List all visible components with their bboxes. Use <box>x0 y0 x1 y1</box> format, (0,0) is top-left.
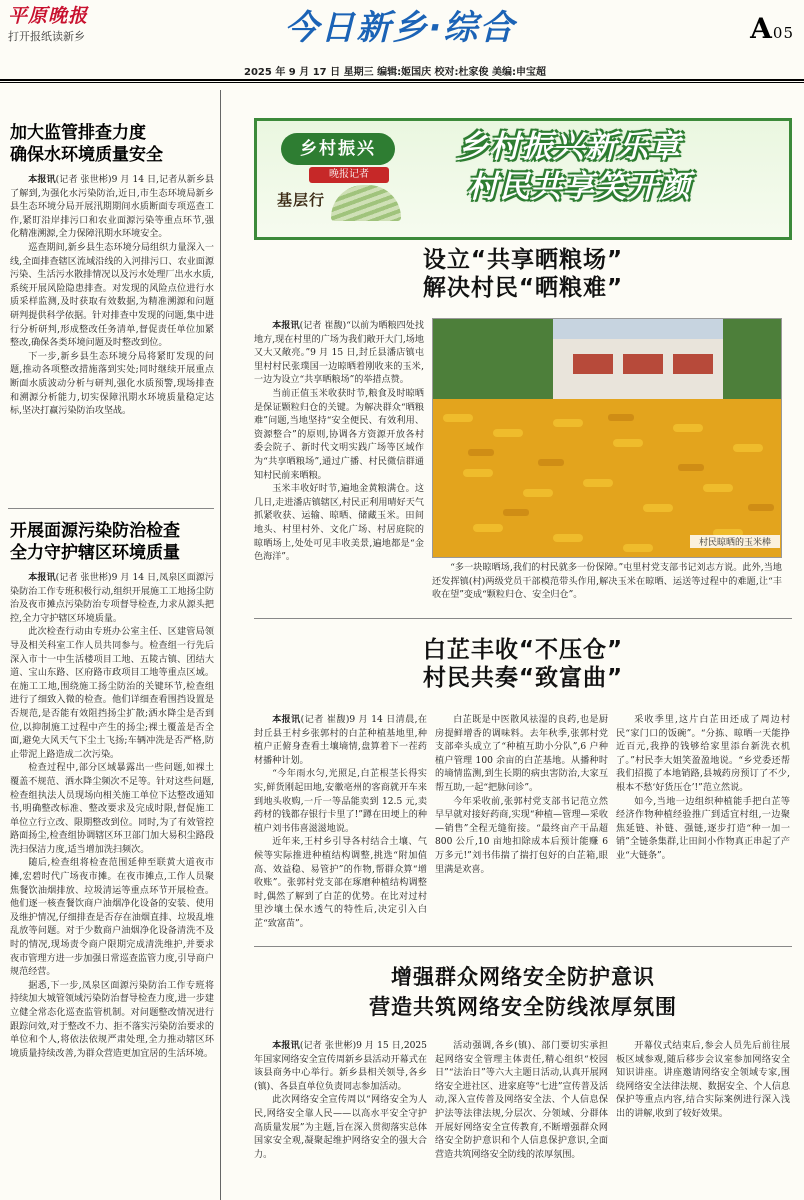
article-byline: (记者 崔馥) <box>299 321 347 331</box>
article-paragraph: 此次检查行动由专班办公室主任、区建管局领导及相关科室工作人员共同参与。检查组一行先后深入市十一中生活楼项目工地、五陵古镇、团结大道、宝山东路、区府路市政项目工地等重点区域。在施工工地,围绕施工扬尘防治的关键环节,检查组进行了细致入微的检查。他们详细查看围挡设置是否规范,是否能有效阻挡扬尘扩散;洒水降尘是否到位,以抑制施工过程中产生的扬尘;裸土覆盖是否全面,避免大风天气下尘土飞扬;车辆冲洗是否严格,防止带泥上路造成二次污染。 <box>10 627 214 760</box>
story3-col1 <box>254 1040 427 1195</box>
newspaper-slogan: 打开报纸读新乡 <box>8 30 85 43</box>
banner-headline <box>457 127 777 207</box>
story-separator <box>254 946 792 947</box>
article-body <box>10 174 214 419</box>
article-paragraph: 开幕仪式结束后,参会人员先后前往展板区域参观,随后移步会议室参加网络安全知识讲座。讲座邀请网络安全领域专家,围绕网络安全法律法规、数据安全、个人信息保护等重点内容,结合实际案例进行深入浅出的讲解,收到了较好效果。 <box>616 1041 790 1119</box>
story3-headline <box>254 962 792 1022</box>
article-paragraph: 巡查期间,新乡县生态环境分局组织力量深入一线,全面排查辖区流域沿线的入河排污口、农业面源污染、生活污水散排情况以及污水处理厂出水水质,系统开展风险隐患排查。对发现的风险点位进行水质采样监测,及时获取有效数据,为精准溯源和问题研判提供科学依据。针对排查中发现的问题,集中进行分析研判,形成整改任务清单,督促责任单位加紧整改,确保各类环境问题及时整改到位。 <box>10 242 214 349</box>
article-paragraph: 此次网络安全宣传周以“网络安全为人民,网络安全靠人民——以高水平安全守护高质量发展”为主题,旨在深入贯彻落实总体国家安全观,凝聚起维护网络安全的强大合力。 <box>254 1095 427 1160</box>
article-paragraph: 9 月 14 日,凤泉区面源污染防治工作专班积极行动,组织开展施工工地扬尘防治及夜市摊点污染防治专项督导检查,力求从源头把控,全力守护辖区环境质量。 <box>10 573 214 624</box>
story1-headline-line1: 设立“共享晒粮场” <box>422 247 624 273</box>
story1-col1 <box>254 320 424 610</box>
story-separator <box>254 618 792 619</box>
page-digits: 05 <box>772 24 794 42</box>
article-paragraph: “今年雨水匀,光照足,白芷根茎长得实实,鲜货刚起田地,安徽亳州的客商就开车来到地头收购,一斤一等品能卖到 12.5 元,卖药材的钱都存银行卡里了!”蹲在田埂上的种植户刘书伟喜滋滋地说。 <box>254 769 427 834</box>
masthead-rule <box>0 79 804 81</box>
article-separator <box>8 508 214 509</box>
farmland-icon <box>331 185 401 221</box>
column-badge <box>273 129 403 227</box>
article-headline-line2: 确保水环境质量安全 <box>10 145 163 165</box>
newspaper-brand <box>8 6 133 44</box>
article-paragraph: 据悉,下一步,凤泉区面源污染防治工作专班将持续加大城管领域污染防治督导检查力度,进一步建立健全常态化巡查监管机制。对问题整改情况进行跟踪问效,对于整改不力、拒不落实污染防治要求的单位和个人,将依法依规严肃处理,全力推动辖区环境质量持续改善,为群众营造更加宜居的生活环境。 <box>10 980 214 1059</box>
story3-headline-line1: 增强群众网络安全防护意识 <box>391 965 655 989</box>
article-paragraph: 玉米丰收好时节,遍地金黄粮满仓。这几日,走进潘店镇辖区,村民正利用晴好天气抓紧收获、运输、晾晒、储藏玉米。田间地头、村里村外、文化广场、村居庭院的晾晒场上,处处可见丰收美景,遍地都是“金色海洋”。 <box>254 484 424 563</box>
corn-field-image <box>433 319 782 558</box>
article-byline: (记者 张世彬) <box>55 175 112 185</box>
article-byline: (记者 张世彬) <box>299 1041 357 1051</box>
corn-drying-photo <box>432 318 782 558</box>
page-letter: A <box>750 12 773 45</box>
article-lead: 本报讯 <box>28 175 56 185</box>
article-headline-line2: 全力守护辖区环境质量 <box>10 543 180 563</box>
article-paragraph: 白芷既是中医散风祛湿的良药,也是厨房提鲜增香的调味料。去年秋季,张郭村党支部牵头成立了“种植互助小分队”,6 户种植户管理 100 余亩的白芷基地。从播种时的墒情监测,到生长期的病虫害防治,大家互帮互助,一起“把脉问诊”。 <box>435 715 608 793</box>
article-lead: 本报讯 <box>272 715 301 725</box>
article-lead: 本报讯 <box>272 1041 300 1051</box>
badge-caption: 基层行 <box>277 191 326 209</box>
photo-caption: 村民晾晒的玉米棒 <box>690 535 780 548</box>
page-number <box>750 12 794 45</box>
article-paragraph: 下一步,新乡县生态环境分局将紧盯发现的问题,推动各项整改措施落到实处;同时继续开展重点断面水质波动分析与研判,强化水质预警,现场排查和溯源分析能力,切实保障汛期水环境质量稳定达标,坚决打赢污染防治攻坚战。 <box>10 351 214 417</box>
banner-line1: 乡村振兴新乐章 <box>457 129 681 165</box>
article-lead: 本报讯 <box>28 573 56 583</box>
article-pollution-check <box>10 520 214 1061</box>
story2-col1 <box>254 714 427 944</box>
article-byline: (记者 崔馥) <box>300 715 350 725</box>
story1-col2 <box>432 562 782 612</box>
article-paragraph: 9 月 14 日清晨,在封丘县王村乡张郭村的白芷种植基地里,种植户正俯身查看土壤墒情,盘算着下一茬药材播种计划。 <box>254 715 427 766</box>
story1-headline-line2: 解决村民“晒粮难” <box>422 275 624 301</box>
story3-col3 <box>616 1040 790 1195</box>
badge-subtitle: 晚报记者 <box>309 167 389 183</box>
story3-headline-line2: 营造共筑网络安全防线浓厚氛围 <box>369 995 677 1019</box>
article-paragraph: 采收季里,这片白芷田还成了周边村民“家门口的饭碗”。“分拣、晾晒一天能挣近百元,我挣的钱够给家里添台新洗衣机了。”村民李大姐笑盈盈地说。“乡党委还帮我们招揽了本地销路,县城药房预订了不少,根本不愁‘好货压仓’!”范立然说。 <box>616 715 790 793</box>
article-headline-line1: 开展面源污染防治检查 <box>10 521 180 541</box>
story2-col3 <box>616 714 790 944</box>
article-paragraph: 今年采收前,张郭村党支部书记范立然早早就对接好药商,实现“种植—管理—采收—销售”全程无缝衔接。“最终亩产干品超 800 公斤,10 亩地扣除成本后预计能赚 6 万多元!”刘书伟揣了揣打包好的白芷箱,眼里满是欢喜。 <box>435 796 608 875</box>
newspaper-logo: 平原晚报 <box>8 5 89 27</box>
article-paragraph: “以前为晒粮四处找地方,现在村里的广场为我们敞开大门,场地又大又敞亮。”9 月 15 日,封丘县潘店镇屯里村村民张璞国一边晾晒着刚收来的玉米,一边为设立“共享晒粮场”的举措点赞。 <box>254 321 424 386</box>
article-paragraph: 活动强调,各乡(镇)、部门要切实承担起网络安全管理主体责任,精心组织“校园日”“法治日”等六大主题日活动,认真开展网络安全进社区、进家庭等“七进”宣传普及活动,深入宣传普及网络安全法、个人信息保护法等法律法规,分层次、分领域、分群体开展好网络安全宣传教育,不断增强群众网络安全防护意识和个人信息保护意识,全面营造共筑网络安全防线的浓厚氛围。 <box>435 1041 608 1160</box>
article-paragraph: 检查过程中,部分区域暴露出一些问题,如裸土覆盖不规范、洒水降尘频次不足等。针对这些问题,检查组执法人员现场向相关施工单位下达整改通知书,明确整改标准、整改要求及完成时限,督促施工单位立行立改、限期整改到位。同时,为了有效管控路面扬尘,检查组协调辖区环卫部门加大易积尘路段洗扫保洁力度,适当增加洗扫频次。 <box>10 763 214 855</box>
story2-headline-line1: 白芷丰收“不压仓” <box>422 637 624 663</box>
article-paragraph: 9 月 14 日,记者从新乡县了解到,为强化水污染防治,近日,市生态环境局新乡县生态环境分局开展汛期期间水质断面专项巡查工作,紧盯沿岸排污口和农业面源污染等重点环节,强化精准溯源,全力保障汛期水环境安全。 <box>10 175 214 240</box>
story2-col2 <box>435 714 608 944</box>
story1-headline <box>254 246 792 302</box>
column-divider <box>220 90 221 1200</box>
article-headline-line1: 加大监管排查力度 <box>10 123 146 143</box>
article-body <box>10 572 214 1061</box>
masthead-rule-thin <box>0 82 804 83</box>
banner-line2: 村民共享笑开颜 <box>467 169 691 205</box>
article-paragraph: 如今,当地一边组织种植能手把白芷等经济作物种植经验推广到适宜村组,一边聚焦延链、补链、强链,逐步打造“种一加一销”全链条集群,让田间小作物真正串起了产业“大链条”。 <box>616 796 790 861</box>
page-section-title: 今日新乡·综合 <box>284 8 516 48</box>
article-paragraph: “多一块晾晒场,我们的村民就多一份保障。”屯里村党支部书记刘志方说。此外,当地还发挥镇(村)两级党员干部模范带头作用,解决玉米在晾晒、运送等过程中的难题,让“丰收在望”变成“颗粒归仓、安全归仓”。 <box>432 563 782 601</box>
story2-headline-line2: 村民共奏“致富曲” <box>422 665 624 691</box>
article-paragraph: 9 月 15 日,2025 年国家网络安全宣传周新乡县活动开幕式在该县商务中心举行。新乡县相关领导,各乡(镇)、各县直单位负责同志参加活动。 <box>254 1041 427 1092</box>
article-water-quality <box>10 122 214 419</box>
story3-col2 <box>435 1040 608 1195</box>
article-paragraph: 近年来,王村乡引导各村结合土壤、气候等实际推进种植结构调整,挑选“附加值高、效益稳、易管护”的作物,帮群众算“增收账”。张郭村党支部在琢磨种植结构调整时,偶然了解到了白芷的优势。在比对过村里沙壤土保水透气的特性后,决定引入白芷“致富苗”。 <box>254 837 427 929</box>
article-lead: 本报讯 <box>272 321 300 331</box>
dateline: 2025 年 9 月 17 日 星期三 编辑:姬国庆 校对:杜家俊 美编:申宝超 <box>244 67 547 78</box>
article-byline: (记者 张世彬) <box>55 573 112 583</box>
article-paragraph: 当前正值玉米收获时节,粮食及时晾晒是保证颗粒归仓的关键。为解决群众“晒粮难”问题,当地坚持“安全便民、有效利用、资源整合”的原则,协调各方资源开放各村委会院子、新时代文明实践广场等区域作为“共享晒粮场”,通过广播、村民微信群通知村民前来晒粮。 <box>254 388 424 481</box>
story2-headline <box>254 636 792 692</box>
article-paragraph: 随后,检查组将检查范围延伸至联黄大道夜市摊,宏碧时代广场夜市摊。在夜市摊点,工作人员聚焦餐饮油烟排放、垃圾清运等重点环节开展检查。他们逐一核查餐饮商户油烟净化设备的安装、使用及维护情况,仔细排查是否存在油烟直排、垃圾乱堆乱放等问题。对于少数商户油烟净化设备清洗不及时的情况,现场责令商户限期完成清洗维护,并要求夜市管理方进一步加强日常巡查监管力度,引导商户规范经营。 <box>10 858 214 978</box>
badge-title: 乡村振兴 <box>281 133 395 165</box>
feature-banner <box>254 118 792 240</box>
